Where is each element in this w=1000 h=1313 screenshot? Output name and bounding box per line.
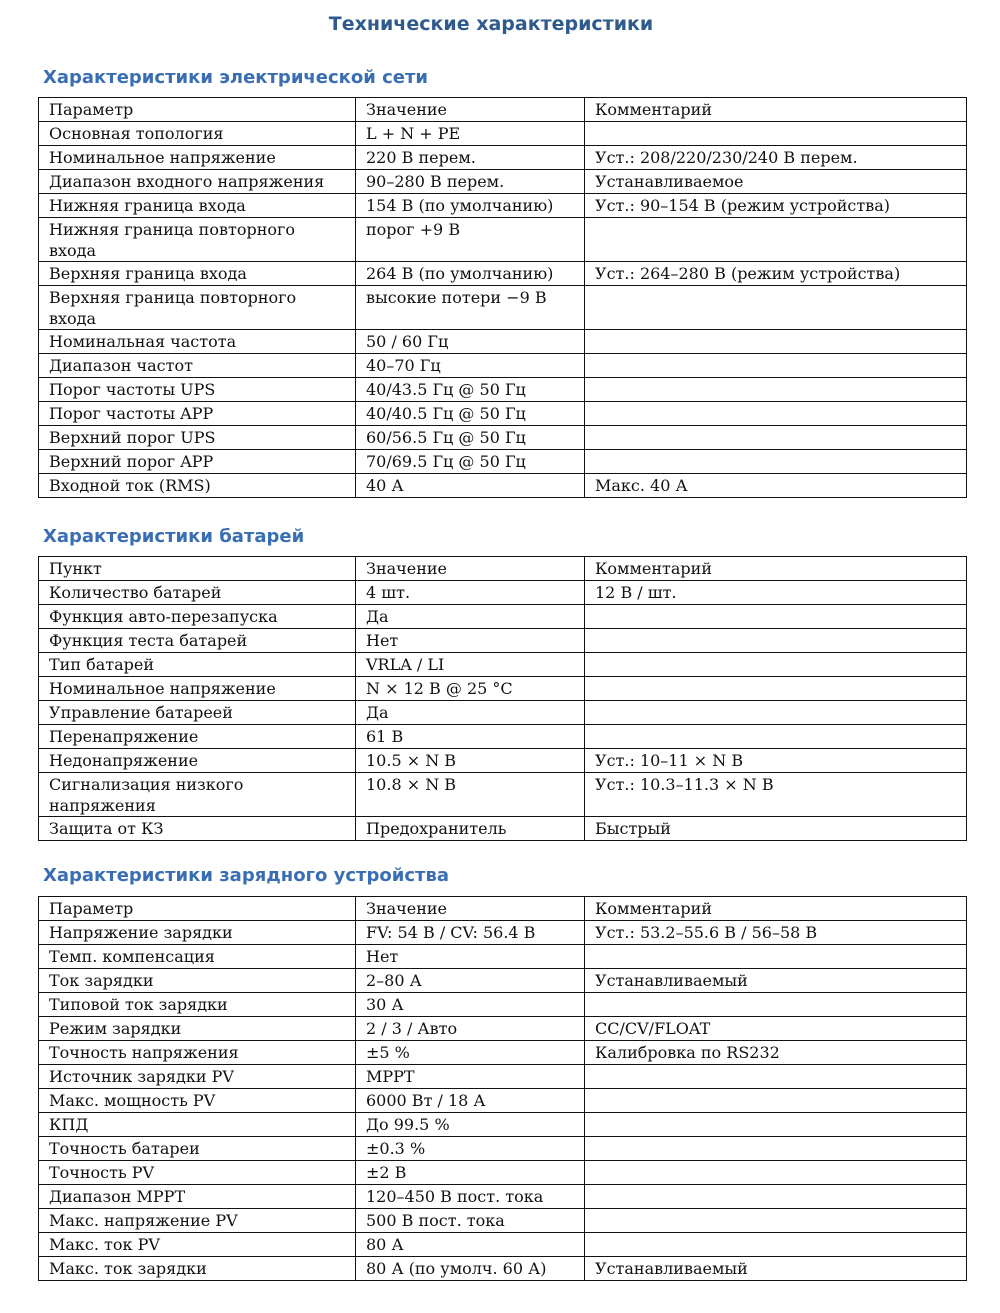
comment-cell: Уст.: 90–154 В (режим устройства) xyxy=(585,194,967,218)
comment-cell xyxy=(585,1185,967,1209)
value-cell: 4 шт. xyxy=(356,581,585,605)
comment-cell xyxy=(585,1209,967,1233)
comment-cell: Устанавливаемое xyxy=(585,170,967,194)
value-cell: ±2 В xyxy=(356,1161,585,1185)
param-cell: Ток зарядки xyxy=(39,969,356,993)
column-header-param: Параметр xyxy=(39,897,356,921)
comment-cell: 12 В / шт. xyxy=(585,581,967,605)
table-row xyxy=(39,378,967,402)
value-cell: 30 А xyxy=(356,993,585,1017)
table-row xyxy=(39,146,967,170)
table-row xyxy=(39,426,967,450)
table-row xyxy=(39,629,967,653)
param-cell: Количество батарей xyxy=(39,581,356,605)
param-cell: Типовой ток зарядки xyxy=(39,993,356,1017)
param-cell: Функция теста батарей xyxy=(39,629,356,653)
param-cell: Управление батареей xyxy=(39,701,356,725)
value-cell: 80 А xyxy=(356,1233,585,1257)
comment-cell xyxy=(585,426,967,450)
page-title: Технические характеристики xyxy=(328,13,654,35)
table-row xyxy=(39,194,967,218)
comment-cell xyxy=(585,378,967,402)
table-row xyxy=(39,969,967,993)
comment-cell xyxy=(585,354,967,378)
value-cell: 6000 Вт / 18 А xyxy=(356,1089,585,1113)
table-row xyxy=(39,1233,967,1257)
param-cell: Перенапряжение xyxy=(39,725,356,749)
table-row xyxy=(39,749,967,773)
table-row xyxy=(39,701,967,725)
comment-cell: Уст.: 10.3–11.3 × N В xyxy=(585,773,967,817)
param-cell: Источник зарядки PV xyxy=(39,1065,356,1089)
param-cell: Порог частоты APP xyxy=(39,402,356,426)
param-cell: КПД xyxy=(39,1113,356,1137)
value-cell: Нет xyxy=(356,945,585,969)
comment-cell xyxy=(585,218,967,262)
table-row xyxy=(39,354,967,378)
comment-cell xyxy=(585,1161,967,1185)
value-cell: 120–450 В пост. тока xyxy=(356,1185,585,1209)
table-row xyxy=(39,450,967,474)
param-cell: Режим зарядки xyxy=(39,1017,356,1041)
param-cell: Макс. ток зарядки xyxy=(39,1257,356,1281)
comment-cell xyxy=(585,330,967,354)
value-cell: 40/43.5 Гц @ 50 Гц xyxy=(356,378,585,402)
param-cell: Диапазон MPPT xyxy=(39,1185,356,1209)
value-cell: 220 В перем. xyxy=(356,146,585,170)
value-cell: 60/56.5 Гц @ 50 Гц xyxy=(356,426,585,450)
table-row xyxy=(39,1017,967,1041)
comment-cell xyxy=(585,450,967,474)
param-cell: Нижняя граница повторного входа xyxy=(39,218,356,262)
comment-cell: Уст.: 53.2–55.6 В / 56–58 В xyxy=(585,921,967,945)
value-cell: 154 В (по умолчанию) xyxy=(356,194,585,218)
comment-cell: Устанавливаемый xyxy=(585,1257,967,1281)
param-cell: Сигнализация низкого напряжения xyxy=(39,773,356,817)
section-title-charger: Характеристики зарядного устройства xyxy=(43,865,449,886)
table-row xyxy=(39,218,967,262)
comment-cell xyxy=(585,945,967,969)
param-cell: Макс. мощность PV xyxy=(39,1089,356,1113)
table-row xyxy=(39,1041,967,1065)
section-title-battery: Характеристики батарей xyxy=(43,526,305,547)
value-cell: Да xyxy=(356,701,585,725)
table-row xyxy=(39,921,967,945)
value-cell: Предохранитель xyxy=(356,817,585,841)
column-header-value: Значение xyxy=(356,897,585,921)
table-header-row xyxy=(39,98,967,122)
value-cell: Да xyxy=(356,605,585,629)
section-title-grid: Характеристики электрической сети xyxy=(43,67,429,88)
comment-cell xyxy=(585,725,967,749)
column-header-comment: Комментарий xyxy=(585,897,967,921)
comment-cell xyxy=(585,122,967,146)
column-header-comment: Комментарий xyxy=(585,98,967,122)
param-cell: Макс. напряжение PV xyxy=(39,1209,356,1233)
param-cell: Диапазон входного напряжения xyxy=(39,170,356,194)
table-row xyxy=(39,1065,967,1089)
comment-cell xyxy=(585,1233,967,1257)
value-cell: Нет xyxy=(356,629,585,653)
table-row xyxy=(39,286,967,330)
value-cell: 70/69.5 Гц @ 50 Гц xyxy=(356,450,585,474)
column-header-value: Значение xyxy=(356,98,585,122)
table-header-row xyxy=(39,897,967,921)
table-row xyxy=(39,773,967,817)
value-cell: 2 / 3 / Авто xyxy=(356,1017,585,1041)
comment-cell: Уст.: 208/220/230/240 В перем. xyxy=(585,146,967,170)
comment-cell xyxy=(585,1137,967,1161)
comment-cell xyxy=(585,1113,967,1137)
comment-cell xyxy=(585,1089,967,1113)
param-cell: Функция авто-перезапуска xyxy=(39,605,356,629)
table-row xyxy=(39,170,967,194)
table-row xyxy=(39,474,967,498)
comment-cell xyxy=(585,701,967,725)
param-cell: Номинальная частота xyxy=(39,330,356,354)
comment-cell xyxy=(585,993,967,1017)
value-cell: ±5 % xyxy=(356,1041,585,1065)
column-header-param: Параметр xyxy=(39,98,356,122)
comment-cell: Калибровка по RS232 xyxy=(585,1041,967,1065)
column-header-value: Значение xyxy=(356,557,585,581)
value-cell: N × 12 В @ 25 °C xyxy=(356,677,585,701)
param-cell: Нижняя граница входа xyxy=(39,194,356,218)
comment-cell xyxy=(585,1065,967,1089)
value-cell: 61 В xyxy=(356,725,585,749)
param-cell: Тип батарей xyxy=(39,653,356,677)
param-cell: Верхняя граница входа xyxy=(39,262,356,286)
param-cell: Точность напряжения xyxy=(39,1041,356,1065)
param-cell: Диапазон частот xyxy=(39,354,356,378)
table-row xyxy=(39,1089,967,1113)
value-cell: До 99.5 % xyxy=(356,1113,585,1137)
table-row xyxy=(39,1161,967,1185)
table-row xyxy=(39,402,967,426)
table-row xyxy=(39,262,967,286)
param-cell: Темп. компенсация xyxy=(39,945,356,969)
value-cell: 2–80 А xyxy=(356,969,585,993)
value-cell: 264 В (по умолчанию) xyxy=(356,262,585,286)
param-cell: Номинальное напряжение xyxy=(39,146,356,170)
comment-cell xyxy=(585,286,967,330)
comment-cell: Макс. 40 А xyxy=(585,474,967,498)
param-cell: Точность PV xyxy=(39,1161,356,1185)
value-cell: порог +9 В xyxy=(356,218,585,262)
param-cell: Макс. ток PV xyxy=(39,1233,356,1257)
comment-cell: Устанавливаемый xyxy=(585,969,967,993)
value-cell: 40–70 Гц xyxy=(356,354,585,378)
comment-cell xyxy=(585,605,967,629)
comment-cell xyxy=(585,653,967,677)
table-row xyxy=(39,1209,967,1233)
table-row xyxy=(39,817,967,841)
value-cell: L + N + PE xyxy=(356,122,585,146)
value-cell: 50 / 60 Гц xyxy=(356,330,585,354)
value-cell: 40 А xyxy=(356,474,585,498)
table-row xyxy=(39,677,967,701)
param-cell: Верхняя граница повторного входа xyxy=(39,286,356,330)
param-cell: Защита от КЗ xyxy=(39,817,356,841)
table-row xyxy=(39,653,967,677)
value-cell: FV: 54 В / CV: 56.4 В xyxy=(356,921,585,945)
value-cell: MPPT xyxy=(356,1065,585,1089)
comment-cell: CC/CV/FLOAT xyxy=(585,1017,967,1041)
table-row xyxy=(39,1257,967,1281)
value-cell: 40/40.5 Гц @ 50 Гц xyxy=(356,402,585,426)
column-header-item: Пункт xyxy=(39,557,356,581)
table-row xyxy=(39,1113,967,1137)
value-cell: 10.8 × N В xyxy=(356,773,585,817)
comment-cell: Быстрый xyxy=(585,817,967,841)
param-cell: Входной ток (RMS) xyxy=(39,474,356,498)
param-cell: Точность батареи xyxy=(39,1137,356,1161)
comment-cell: Уст.: 10–11 × N В xyxy=(585,749,967,773)
grid-spec-table xyxy=(38,97,967,498)
table-row xyxy=(39,945,967,969)
table-header-row xyxy=(39,557,967,581)
comment-cell: Уст.: 264–280 В (режим устройства) xyxy=(585,262,967,286)
value-cell: VRLA / LI xyxy=(356,653,585,677)
table-row xyxy=(39,122,967,146)
table-row xyxy=(39,605,967,629)
table-row xyxy=(39,993,967,1017)
column-header-comment: Комментарий xyxy=(585,557,967,581)
value-cell: 10.5 × N В xyxy=(356,749,585,773)
table-row xyxy=(39,581,967,605)
value-cell: 90–280 В перем. xyxy=(356,170,585,194)
battery-spec-table xyxy=(38,556,967,841)
table-row xyxy=(39,1185,967,1209)
param-cell: Основная топология xyxy=(39,122,356,146)
param-cell: Напряжение зарядки xyxy=(39,921,356,945)
table-row xyxy=(39,1137,967,1161)
value-cell: высокие потери −9 В xyxy=(356,286,585,330)
value-cell: 500 В пост. тока xyxy=(356,1209,585,1233)
comment-cell xyxy=(585,402,967,426)
value-cell: ±0.3 % xyxy=(356,1137,585,1161)
param-cell: Верхний порог APP xyxy=(39,450,356,474)
table-row xyxy=(39,725,967,749)
param-cell: Верхний порог UPS xyxy=(39,426,356,450)
comment-cell xyxy=(585,629,967,653)
table-row xyxy=(39,330,967,354)
param-cell: Номинальное напряжение xyxy=(39,677,356,701)
charger-spec-table xyxy=(38,896,967,1281)
value-cell: 80 А (по умолч. 60 А) xyxy=(356,1257,585,1281)
param-cell: Порог частоты UPS xyxy=(39,378,356,402)
comment-cell xyxy=(585,677,967,701)
param-cell: Недонапряжение xyxy=(39,749,356,773)
